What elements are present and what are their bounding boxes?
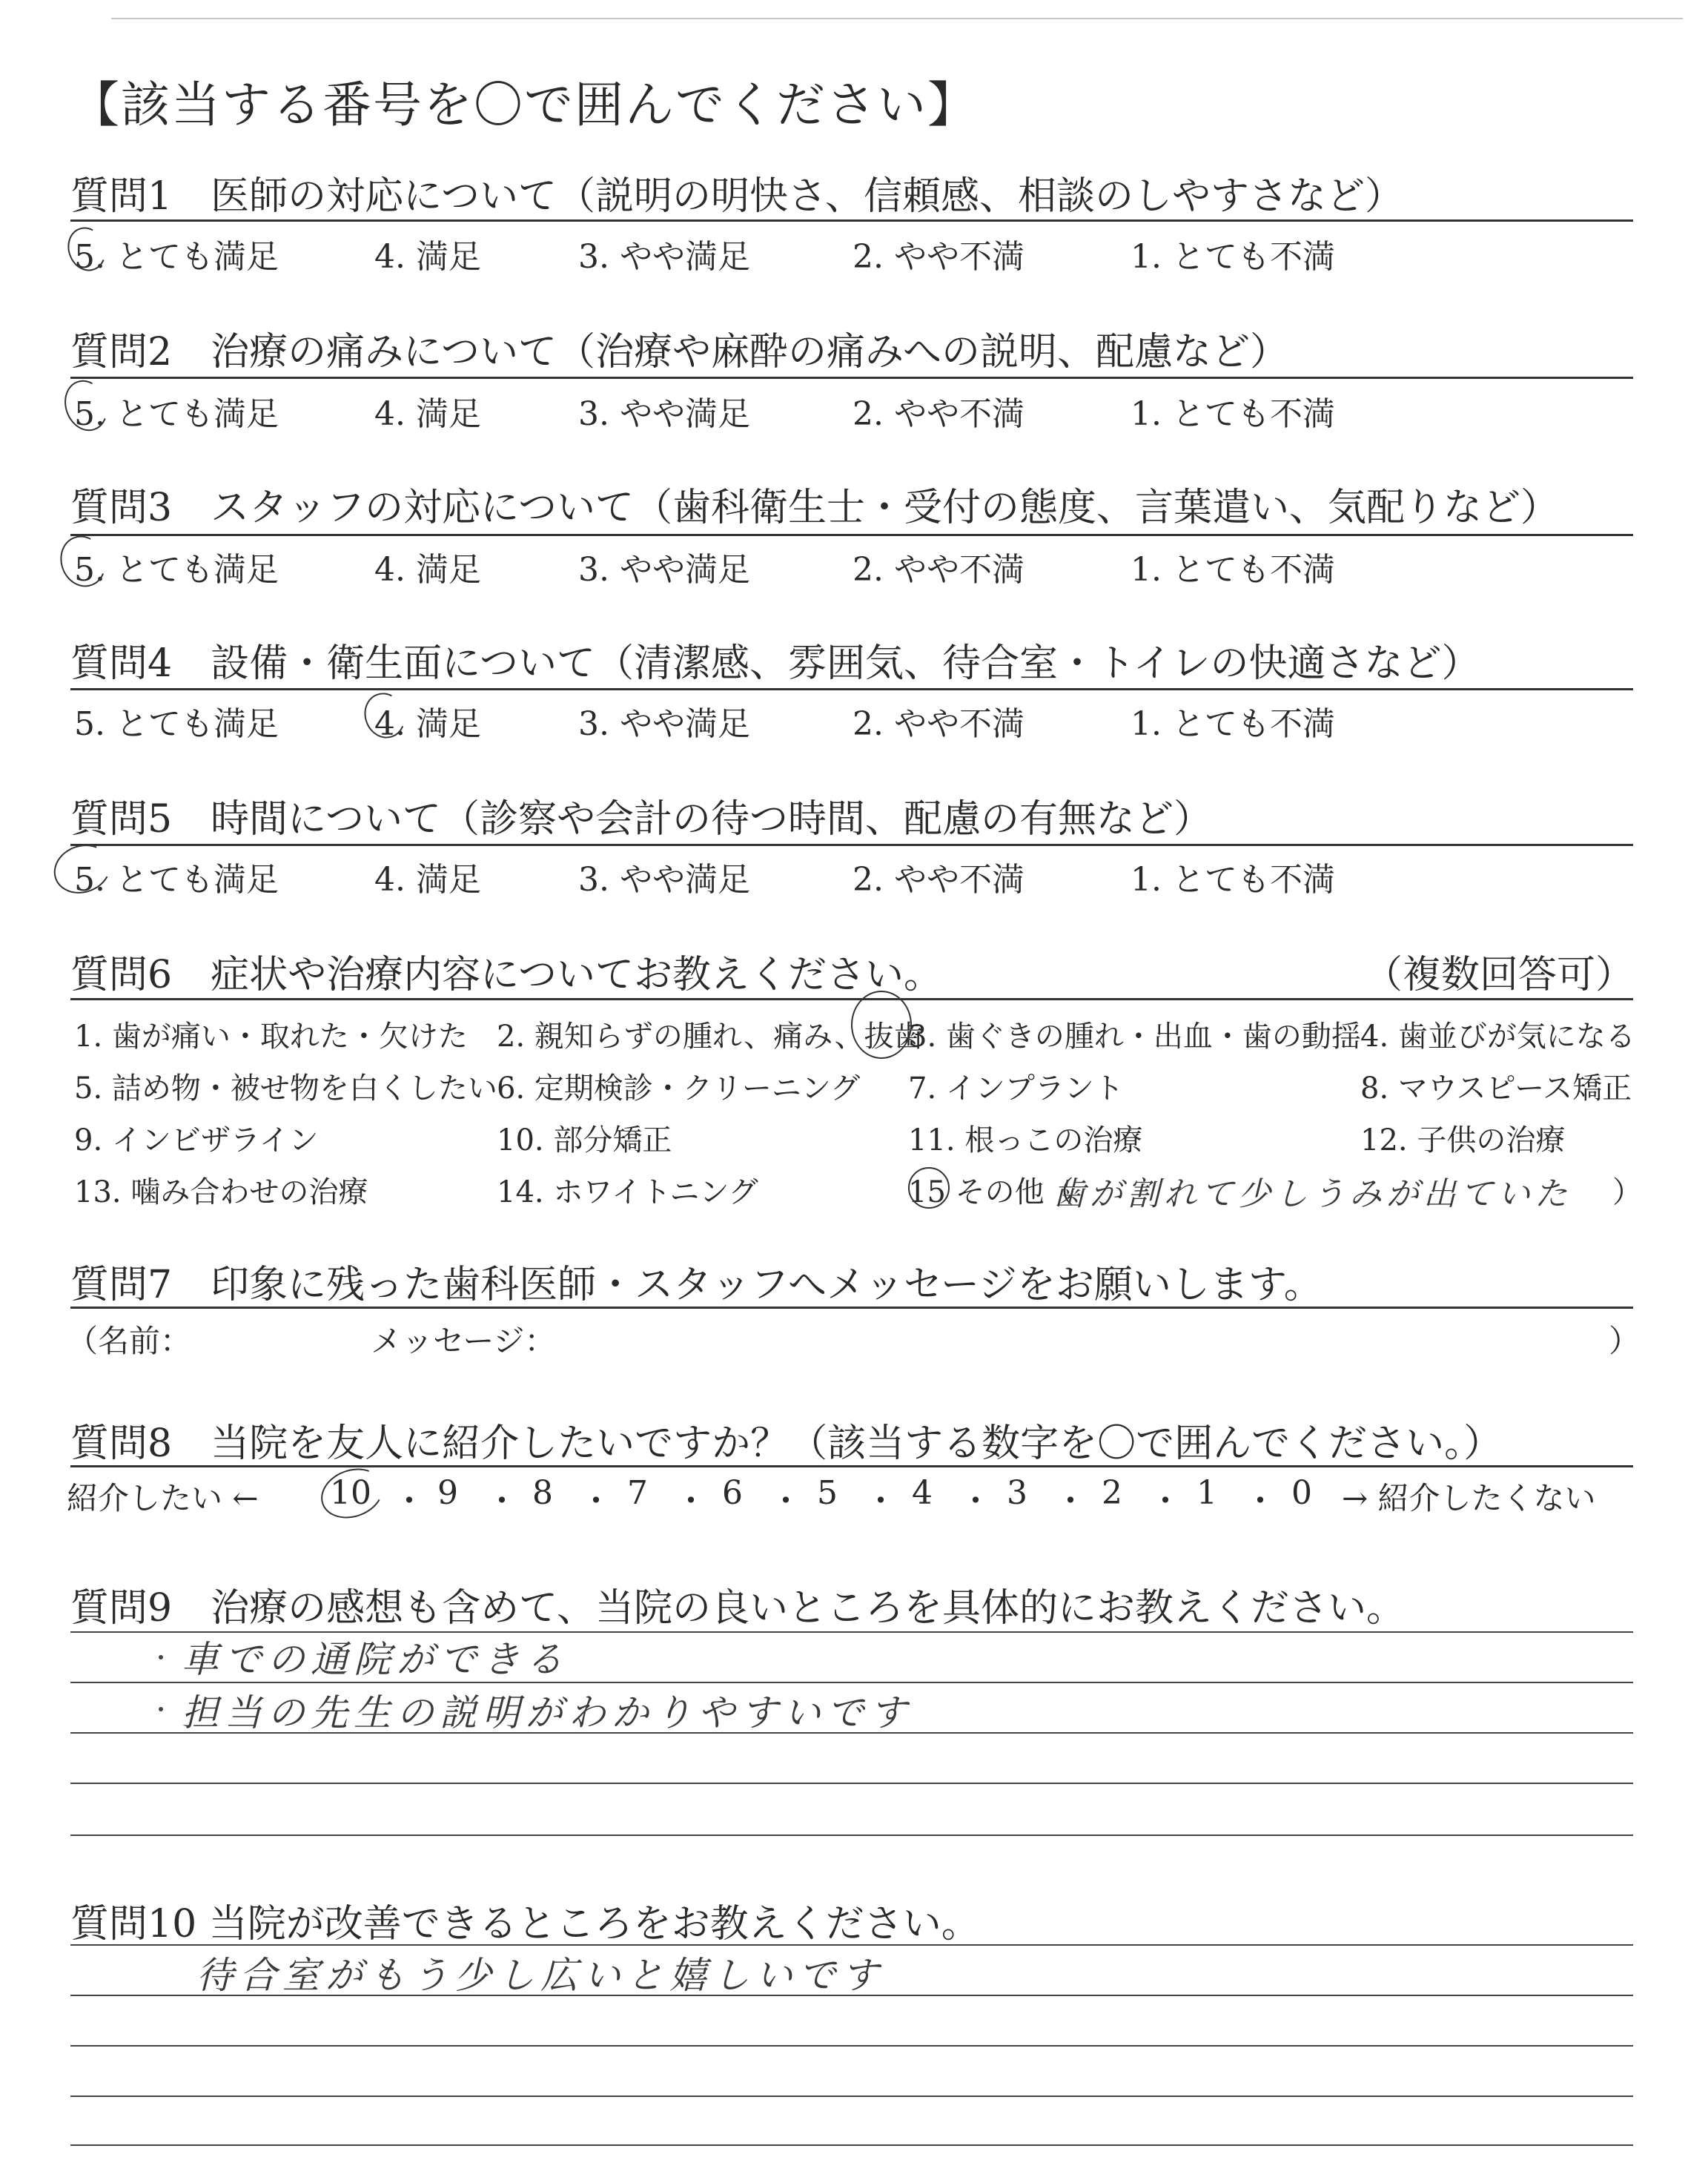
q6-item-2[interactable]: 2. 親知らずの腫れ、痛み、抜歯 (497, 1020, 924, 1054)
q5-option-5[interactable]: 5. とても満足 (74, 861, 279, 899)
q8-scale-10[interactable]: 10 (330, 1474, 371, 1512)
q7-rule (70, 1307, 1633, 1309)
q8-scale-sep: ・ (1149, 1482, 1182, 1520)
q8-scale-sep: ・ (959, 1482, 992, 1520)
q8-scale-sep: ・ (864, 1482, 897, 1520)
q3-option-2[interactable]: 2. やや不満 (853, 551, 1025, 589)
q4-option-5[interactable]: 5. とても満足 (74, 705, 279, 743)
q7-name-label: （名前： (67, 1323, 192, 1359)
q1-title: 質問1 医師の対応について（説明の明快さ、信頼感、相談のしやすさなど） (70, 174, 1403, 219)
q9-line-5 (70, 1834, 1633, 1836)
q4-option-4[interactable]: 4. 満足 (374, 705, 481, 743)
q6-selection-circle-item15 (908, 1167, 950, 1209)
q8-scale-0[interactable]: 0 (1291, 1474, 1312, 1512)
q6-item-4[interactable]: 4. 歯並びが気になる (1360, 1020, 1635, 1054)
q7-close: ） (1609, 1323, 1641, 1359)
q5-option-2[interactable]: 2. やや不満 (853, 861, 1025, 899)
q5-option-3[interactable]: 3. やや満足 (578, 861, 750, 899)
q8-scale-sep: ・ (393, 1482, 426, 1520)
q8-scale-7[interactable]: 7 (627, 1474, 648, 1512)
q3-option-3[interactable]: 3. やや満足 (578, 551, 750, 589)
q6-item-15[interactable]: 15 その他（ (908, 1175, 1074, 1209)
q1-rule (70, 219, 1633, 222)
q6-title: 質問6 症状や治療内容についてお教えください。 (70, 953, 943, 997)
q2-option-5[interactable]: 5. とても満足 (74, 395, 279, 433)
q8-scale-2[interactable]: 2 (1102, 1474, 1122, 1512)
q2-option-2[interactable]: 2. やや不満 (853, 395, 1025, 433)
q10-title: 質問10 当院が改善できるところをお教えください。 (70, 1902, 980, 1946)
q8-scale-5[interactable]: 5 (817, 1474, 838, 1512)
page-header: 【該当する番号を〇で囲んでください】 (70, 76, 978, 133)
q8-scale-sep: ・ (580, 1482, 612, 1520)
q2-option-1[interactable]: 1. とても不満 (1131, 395, 1335, 433)
q6-other-close: ） (1612, 1175, 1642, 1209)
q3-option-4[interactable]: 4. 満足 (374, 551, 481, 589)
q8-scale-sep: ・ (1244, 1482, 1277, 1520)
q5-option-4[interactable]: 4. 満足 (374, 861, 481, 899)
q4-rule (70, 688, 1633, 690)
q6-multiple-note: （複数回答可） (1363, 953, 1634, 997)
q8-left-label: 紹介したい ← (67, 1480, 259, 1516)
q8-scale-9[interactable]: 9 (437, 1474, 458, 1512)
q6-item-10[interactable]: 10. 部分矯正 (497, 1123, 672, 1157)
q2-option-3[interactable]: 3. やや満足 (578, 395, 750, 433)
q3-option-1[interactable]: 1. とても不満 (1131, 551, 1335, 589)
q7-title: 質問7 印象に残った歯科医師・スタッフへメッセージをお願いします。 (70, 1263, 1323, 1307)
q8-scale-sep: ・ (769, 1482, 802, 1520)
q9-answer-1[interactable]: 車での通院ができる (182, 1638, 569, 1681)
q5-rule (70, 844, 1633, 846)
q9-bullet-2 (159, 1707, 163, 1711)
q1-option-4[interactable]: 4. 満足 (374, 238, 481, 276)
q8-scale-sep: ・ (675, 1482, 707, 1520)
q3-title: 質問3 スタッフの対応について（歯科衛生士・受付の態度、言葉遣い、気配りなど） (70, 486, 1560, 530)
q8-scale-6[interactable]: 6 (722, 1474, 743, 1512)
q10-line-4 (70, 2095, 1633, 2097)
q6-item-1[interactable]: 1. 歯が痛い・取れた・欠けた (74, 1020, 468, 1054)
q3-rule (70, 534, 1633, 536)
q6-other-handwritten[interactable]: 歯が割れて少しうみが出ていた (1053, 1175, 1572, 1213)
q8-scale-8[interactable]: 8 (532, 1474, 553, 1512)
q6-item-6[interactable]: 6. 定期検診・クリーニング (497, 1071, 861, 1106)
q7-message-label: メッセージ： (371, 1323, 556, 1359)
q4-option-3[interactable]: 3. やや満足 (578, 705, 750, 743)
q9-answer-2[interactable]: 担当の先生の説明がわかりやすいです (182, 1691, 913, 1734)
q4-option-1[interactable]: 1. とても不満 (1131, 705, 1335, 743)
q6-item-14[interactable]: 14. ホワイトニング (497, 1175, 758, 1209)
q8-scale-4[interactable]: 4 (912, 1474, 933, 1512)
q6-item-9[interactable]: 9. インビザライン (74, 1123, 319, 1157)
q4-title: 質問4 設備・衛生面について（清潔感、雰囲気、待合室・トイレの快適さなど） (70, 641, 1480, 686)
q9-title: 質問9 治療の感想も含めて、当院の良いところを具体的にお教えください。 (70, 1586, 1406, 1631)
q9-line-4 (70, 1783, 1633, 1784)
q1-option-1[interactable]: 1. とても不満 (1131, 238, 1335, 276)
q8-selection-circle (314, 1460, 391, 1527)
top-border (111, 18, 1683, 19)
q6-rule (70, 998, 1633, 1000)
q6-item-5[interactable]: 5. 詰め物・被せ物を白くしたい (74, 1071, 497, 1106)
q5-title: 質問5 時間について（診察や会計の待つ時間、配慮の有無など） (70, 797, 1213, 842)
q6-item-11[interactable]: 11. 根っこの治療 (908, 1123, 1143, 1157)
q2-option-4[interactable]: 4. 満足 (374, 395, 481, 433)
q6-item-8[interactable]: 8. マウスピース矯正 (1360, 1071, 1632, 1106)
q10-line-5 (70, 2144, 1633, 2146)
q10-answer-1[interactable]: 待合室がもう少し広いと嬉しいです (196, 1954, 884, 1997)
q8-scale-sep: ・ (486, 1482, 518, 1520)
q9-bullet-1 (159, 1655, 163, 1659)
q1-option-3[interactable]: 3. やや満足 (578, 238, 750, 276)
q8-rule (70, 1465, 1633, 1467)
q6-item-13[interactable]: 13. 噛み合わせの治療 (74, 1175, 368, 1209)
q8-title: 質問8 当院を友人に紹介したいですか？（該当する数字を〇で囲んでください。） (70, 1421, 1503, 1466)
q6-item-12[interactable]: 12. 子供の治療 (1360, 1123, 1566, 1157)
q2-title: 質問2 治療の痛みについて（治療や麻酔の痛みへの説明、配慮など） (70, 330, 1289, 374)
q8-scale-1[interactable]: 1 (1196, 1474, 1217, 1512)
q6-selection-circle-item2 (851, 991, 912, 1059)
q6-item-3[interactable]: 3. 歯ぐきの腫れ・出血・歯の動揺 (908, 1020, 1361, 1054)
q1-option-2[interactable]: 2. やや不満 (853, 238, 1025, 276)
q2-rule (70, 377, 1633, 379)
q3-option-5[interactable]: 5. とても満足 (74, 551, 279, 589)
q8-scale-sep: ・ (1054, 1482, 1087, 1520)
q5-option-1[interactable]: 1. とても不満 (1131, 861, 1335, 899)
q8-right-label: → 紹介したくない (1342, 1480, 1596, 1516)
q10-line-3 (70, 2045, 1633, 2047)
q1-option-5[interactable]: 5. とても満足 (74, 238, 279, 276)
q4-option-2[interactable]: 2. やや不満 (853, 705, 1025, 743)
q6-item-7[interactable]: 7. インプラント (908, 1071, 1124, 1106)
q8-scale-3[interactable]: 3 (1007, 1474, 1027, 1512)
